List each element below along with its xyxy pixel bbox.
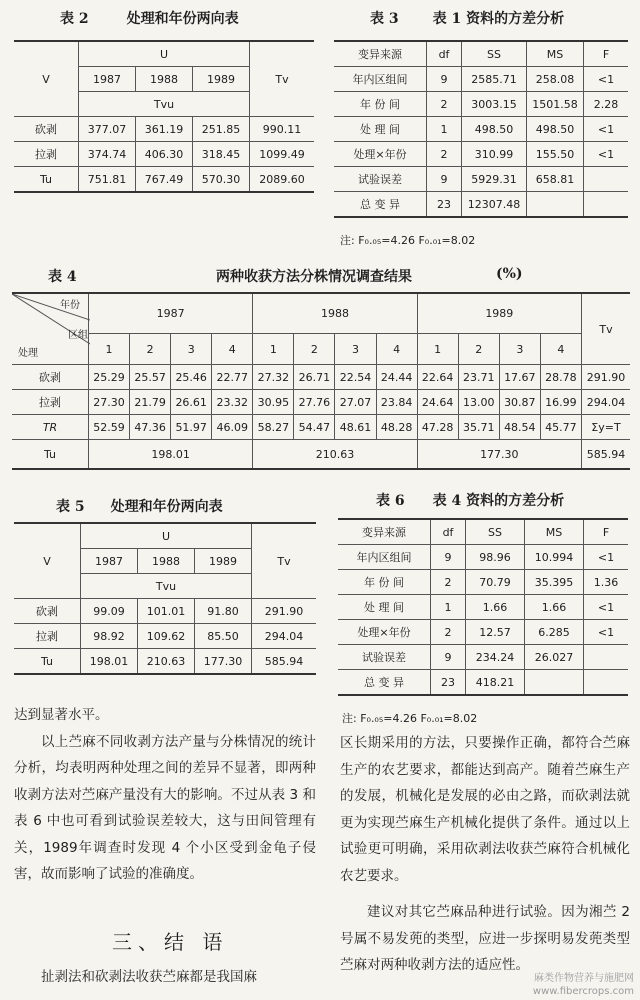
- table4-cell: 51.97: [171, 415, 212, 440]
- table3-cell: 3003.15: [462, 92, 527, 117]
- table4-cell: 54.47: [294, 415, 335, 440]
- table6-cell: 234.24: [466, 645, 525, 670]
- table-row: [334, 117, 628, 142]
- table6-cell: 2: [431, 620, 466, 645]
- table4-block: 3: [499, 334, 540, 365]
- table4-tu-label: Tu: [12, 440, 89, 470]
- table3-caption: [370, 8, 564, 28]
- table6-note: 注: F₀.₀₅=4.26 F₀.₀₁=8.02: [342, 712, 478, 725]
- table6-caption-title: 表 4 资料的方差分析: [432, 493, 565, 509]
- table6-header-row: [338, 519, 628, 545]
- table-row: [14, 142, 314, 167]
- table5-header-u: U: [81, 523, 252, 549]
- body-left-line1: 达到显著水平。: [14, 707, 109, 723]
- table6-cell: 35.395: [525, 570, 584, 595]
- table6-cell: 总 变 异: [338, 670, 431, 696]
- table2-cell: 990.11: [250, 117, 315, 142]
- table4-caption: [48, 266, 608, 286]
- table2-header-tv: Tv: [250, 41, 315, 117]
- table2-year: 1989: [193, 67, 250, 92]
- table-row: [334, 192, 628, 218]
- table4-block: 3: [171, 334, 212, 365]
- table4-cell: 22.54: [335, 365, 376, 390]
- table5-cell: 294.04: [252, 624, 317, 649]
- table3-cell: [584, 192, 629, 218]
- body-right-paragraph1: 区长期采用的方法，只要操作正确，都符合苎麻生产的农艺要求，都能达到高产。随着苎麻生产的发展，机械化是发展的必由之路，而砍剥法就更为实现苎麻生产机械化提供了条件。通过以上试验更可明确，采用砍剥法收获苎麻符合机械化农艺要求。: [340, 735, 630, 884]
- table4-block: 1: [417, 334, 458, 365]
- table4-cell: 23.71: [458, 365, 499, 390]
- table2-header-v: V: [14, 41, 79, 117]
- table-row: [14, 599, 316, 624]
- table6: [338, 518, 628, 696]
- table6-cell: <1: [584, 620, 629, 645]
- table2-cell: 570.30: [193, 167, 250, 193]
- table4-year: 1989: [417, 293, 581, 334]
- table-row: [12, 365, 630, 390]
- table5-cell: 99.09: [81, 599, 138, 624]
- table2-year: 1988: [136, 67, 193, 92]
- table5-year: 1987: [81, 549, 138, 574]
- table4-cell: 21.79: [130, 390, 171, 415]
- table6-cell: 1.36: [584, 570, 629, 595]
- table3-cell: <1: [584, 67, 629, 92]
- table4-cell: 46.09: [212, 415, 253, 440]
- table3-cell: 658.81: [526, 167, 583, 192]
- table6-cell: 6.285: [525, 620, 584, 645]
- table6-cell: 9: [431, 645, 466, 670]
- table4-cell-tv: 294.04: [582, 390, 631, 415]
- table3-cell: 总 变 异: [334, 192, 427, 218]
- table3-cell: <1: [584, 142, 629, 167]
- table5-cell: 585.94: [252, 649, 317, 675]
- table3-caption-number: 表 3: [370, 11, 399, 27]
- table6-header: SS: [466, 519, 525, 545]
- table4-cell: 48.28: [376, 415, 417, 440]
- table6-header: MS: [525, 519, 584, 545]
- table4-tu-value: 198.01: [89, 440, 253, 470]
- table3-cell: 258.08: [526, 67, 583, 92]
- body-right-paragraph2: 建议对其它苎麻品种进行试验。因为湘苎 2 号属不易发蔸的类型，应进一步探明易发蔸类型苎麻对两种收剥方法的适应性。: [340, 904, 630, 973]
- table3-cell: 2: [427, 142, 462, 167]
- table4-cell: 47.28: [417, 415, 458, 440]
- table5-caption-number: 表 5: [56, 499, 85, 515]
- table3-cell: 5929.31: [462, 167, 527, 192]
- table4-block: 2: [458, 334, 499, 365]
- table3-caption-title: 表 1 资料的方差分析: [432, 11, 565, 27]
- table4-block: 4: [376, 334, 417, 365]
- table3-cell: 9: [427, 167, 462, 192]
- table4-block: 2: [130, 334, 171, 365]
- table6-cell: 处 理 间: [338, 595, 431, 620]
- table6-cell: 9: [431, 545, 466, 570]
- table5-header-v: V: [14, 523, 81, 599]
- table4-cell: 26.71: [294, 365, 335, 390]
- table3-cell: 498.50: [526, 117, 583, 142]
- table4-cell: 52.59: [89, 415, 130, 440]
- table6-cell: 12.57: [466, 620, 525, 645]
- table5-row-label: 砍剥: [14, 599, 81, 624]
- table3-cell: 9: [427, 67, 462, 92]
- table4-cell: 24.64: [417, 390, 458, 415]
- table5-row-label: 拉剥: [14, 624, 81, 649]
- watermark-line1: 麻类作物营养与施肥网: [534, 973, 634, 984]
- table4-cell: 16.99: [540, 390, 581, 415]
- table-row: [334, 67, 628, 92]
- table-row: [14, 167, 314, 193]
- table4-row-label: TR: [12, 415, 89, 440]
- table3: [334, 40, 628, 218]
- table2-cell: 2089.60: [250, 167, 315, 193]
- table3-cell: 2585.71: [462, 67, 527, 92]
- table5-cell: 177.30: [195, 649, 252, 675]
- table5-year: 1989: [195, 549, 252, 574]
- table6-cell: <1: [584, 545, 629, 570]
- table2-cell: 361.19: [136, 117, 193, 142]
- table4-caption-title: 两种收获方法分株情况调查结果: [216, 269, 412, 285]
- table4-cell: 27.76: [294, 390, 335, 415]
- table2-cell: 1099.49: [250, 142, 315, 167]
- table4-tu-total: 585.94: [582, 440, 631, 470]
- table2-caption: [60, 8, 239, 28]
- table3-cell: 12307.48: [462, 192, 527, 218]
- table-row: [334, 142, 628, 167]
- table6-cell: <1: [584, 595, 629, 620]
- table2-cell: 406.30: [136, 142, 193, 167]
- table4-row-label: 砍剥: [12, 365, 89, 390]
- table-row: [338, 545, 628, 570]
- table3-header-row: [334, 41, 628, 67]
- table2-caption-title: 处理和年份两向表: [126, 11, 239, 27]
- table5-caption: [56, 496, 223, 516]
- table4-block: 2: [294, 334, 335, 365]
- table4-year: 1988: [253, 293, 417, 334]
- body-left-para2-wrap: [14, 964, 316, 991]
- table5-cell: 91.80: [195, 599, 252, 624]
- table6-cell: 2: [431, 570, 466, 595]
- table2-cell: 767.49: [136, 167, 193, 193]
- table4: [12, 292, 630, 470]
- table-row: [334, 167, 628, 192]
- table6-cell: 418.21: [466, 670, 525, 696]
- table5-year: 1988: [138, 549, 195, 574]
- table-row: [334, 92, 628, 117]
- table4-year: 1987: [89, 293, 253, 334]
- table4-cell: 48.61: [335, 415, 376, 440]
- table6-header: 变异来源: [338, 519, 431, 545]
- table4-cell: 45.77: [540, 415, 581, 440]
- table5-header-tvu: Tvu: [81, 574, 252, 599]
- table2-cell: 377.07: [79, 117, 136, 142]
- table-row: [338, 595, 628, 620]
- table4-cell: 30.87: [499, 390, 540, 415]
- body-right-column: [340, 730, 630, 979]
- table4-cell: 22.77: [212, 365, 253, 390]
- table2-cell: 751.81: [79, 167, 136, 193]
- table6-cell: 1.66: [466, 595, 525, 620]
- table-row: [338, 570, 628, 595]
- table6-header: df: [431, 519, 466, 545]
- table5-cell: 98.92: [81, 624, 138, 649]
- table-row: [338, 645, 628, 670]
- table4-cell: 17.67: [499, 365, 540, 390]
- table5: [14, 522, 316, 675]
- table6-cell: [584, 645, 629, 670]
- table6-cell: 10.994: [525, 545, 584, 570]
- table5-cell: 85.50: [195, 624, 252, 649]
- table3-cell: 310.99: [462, 142, 527, 167]
- table4-cell-tv: 291.90: [582, 365, 631, 390]
- table4-cell: 27.30: [89, 390, 130, 415]
- table4-caption-unit: (%): [496, 266, 523, 282]
- table2-cell: 374.74: [79, 142, 136, 167]
- table4-cell: 13.00: [458, 390, 499, 415]
- table4-cell: 24.44: [376, 365, 417, 390]
- table4-cell: 27.32: [253, 365, 294, 390]
- table4-cell: 25.46: [171, 365, 212, 390]
- body-left-column: [14, 702, 316, 888]
- table3-cell: 2.28: [584, 92, 629, 117]
- table4-cell: 23.84: [376, 390, 417, 415]
- table6-cell: 26.027: [525, 645, 584, 670]
- table2-row-label: 砍剥: [14, 117, 79, 142]
- watermark-line2: www.fibercrops.com: [532, 986, 634, 997]
- table3-cell: 年 份 间: [334, 92, 427, 117]
- table6-header: F: [584, 519, 629, 545]
- table-row: [338, 670, 628, 696]
- table2-header-tvu: Tvu: [79, 92, 250, 117]
- table4-tu-value: 210.63: [253, 440, 417, 470]
- table4-diagonal-header: [12, 293, 89, 365]
- table6-cell: 98.96: [466, 545, 525, 570]
- table3-cell: 1501.58: [526, 92, 583, 117]
- section-heading: 三、结 语: [112, 930, 229, 954]
- table-row: [12, 390, 630, 415]
- table6-cell: 1: [431, 595, 466, 620]
- table3-note: 注: F₀.₀₅=4.26 F₀.₀₁=8.02: [340, 234, 476, 247]
- table4-cell: 58.27: [253, 415, 294, 440]
- table3-cell: [526, 192, 583, 218]
- table4-block: 4: [540, 334, 581, 365]
- table4-cell: 28.78: [540, 365, 581, 390]
- table4-cell: 22.64: [417, 365, 458, 390]
- table4-diag-zone: 区组: [68, 330, 88, 341]
- table4-cell: 25.57: [130, 365, 171, 390]
- table4-cell: 26.61: [171, 390, 212, 415]
- table4-block: 4: [212, 334, 253, 365]
- table6-cell: 处理×年份: [338, 620, 431, 645]
- table4-row-label: 拉剥: [12, 390, 89, 415]
- table3-cell: 试验误差: [334, 167, 427, 192]
- table4-cell: 35.71: [458, 415, 499, 440]
- table4-cell: 23.32: [212, 390, 253, 415]
- table4-cell: 25.29: [89, 365, 130, 390]
- table2-year: 1987: [79, 67, 136, 92]
- table6-cell: 试验误差: [338, 645, 431, 670]
- table4-cell: 30.95: [253, 390, 294, 415]
- table6-cell: 23: [431, 670, 466, 696]
- table5-cell: 198.01: [81, 649, 138, 675]
- table3-cell: 年内区组间: [334, 67, 427, 92]
- table4-caption-number: 表 4: [48, 269, 77, 285]
- table4-cell-tv: Σy=T: [582, 415, 631, 440]
- table6-cell: 1.66: [525, 595, 584, 620]
- table4-block: 1: [89, 334, 130, 365]
- table4-header-tv: Tv: [582, 293, 631, 365]
- table5-cell: 101.01: [138, 599, 195, 624]
- table3-cell: 处理×年份: [334, 142, 427, 167]
- table3-cell: 2: [427, 92, 462, 117]
- body-left-paragraph1: 以上苎麻不同收剥方法产量与分株情况的统计分析，均表明两种处理之间的差异不显著，即两种收剥方法对苎麻产量没有大的影响。不过从表 3 和表 6 中也可看到试验误差较大，这与田间管理有关，1989年调查时发现 4 个小区受到金龟子侵害，故而影响了试验的准确度。: [14, 733, 316, 882]
- table4-cell: 47.36: [130, 415, 171, 440]
- table3-cell: [584, 167, 629, 192]
- table4-diag-year: 年份: [60, 300, 80, 311]
- table-row: [14, 624, 316, 649]
- table6-cell: [525, 670, 584, 696]
- table2-row-label: Tu: [14, 167, 79, 193]
- table5-cell: 291.90: [252, 599, 317, 624]
- watermark: [533, 972, 634, 998]
- table3-header: MS: [526, 41, 583, 67]
- table6-caption: [376, 490, 564, 510]
- table3-header: 变异来源: [334, 41, 427, 67]
- table3-header: F: [584, 41, 629, 67]
- table2-row-label: 拉剥: [14, 142, 79, 167]
- table-row: [12, 415, 630, 440]
- table-row: [14, 117, 314, 142]
- table3-cell: 155.50: [526, 142, 583, 167]
- table2: [14, 40, 314, 193]
- table3-header: df: [427, 41, 462, 67]
- table5-header-tv: Tv: [252, 523, 317, 599]
- table5-cell: 109.62: [138, 624, 195, 649]
- table3-cell: 处 理 间: [334, 117, 427, 142]
- body-left-paragraph2: 扯剥法和砍剥法收获苎麻都是我国麻: [41, 969, 257, 985]
- table5-row-label: Tu: [14, 649, 81, 675]
- table6-cell: [584, 670, 629, 696]
- table-row: [12, 440, 630, 470]
- table6-caption-number: 表 6: [376, 493, 405, 509]
- table4-cell: 48.54: [499, 415, 540, 440]
- table-row: [14, 649, 316, 675]
- table-row: [338, 620, 628, 645]
- table6-cell: 年 份 间: [338, 570, 431, 595]
- table3-cell: 23: [427, 192, 462, 218]
- table3-cell: <1: [584, 117, 629, 142]
- table3-cell: 1: [427, 117, 462, 142]
- table5-caption-title: 处理和年份两向表: [110, 499, 223, 515]
- table3-header: SS: [462, 41, 527, 67]
- table2-header-u: U: [79, 41, 250, 67]
- table4-diag-treat: 处理: [18, 348, 38, 359]
- table2-cell: 251.85: [193, 117, 250, 142]
- table3-cell: 498.50: [462, 117, 527, 142]
- table4-block: 3: [335, 334, 376, 365]
- table2-cell: 318.45: [193, 142, 250, 167]
- table4-cell: 27.07: [335, 390, 376, 415]
- table6-cell: 年内区组间: [338, 545, 431, 570]
- table2-caption-number: 表 2: [60, 11, 89, 27]
- table4-block: 1: [253, 334, 294, 365]
- table6-cell: 70.79: [466, 570, 525, 595]
- table5-cell: 210.63: [138, 649, 195, 675]
- table4-tu-value: 177.30: [417, 440, 581, 470]
